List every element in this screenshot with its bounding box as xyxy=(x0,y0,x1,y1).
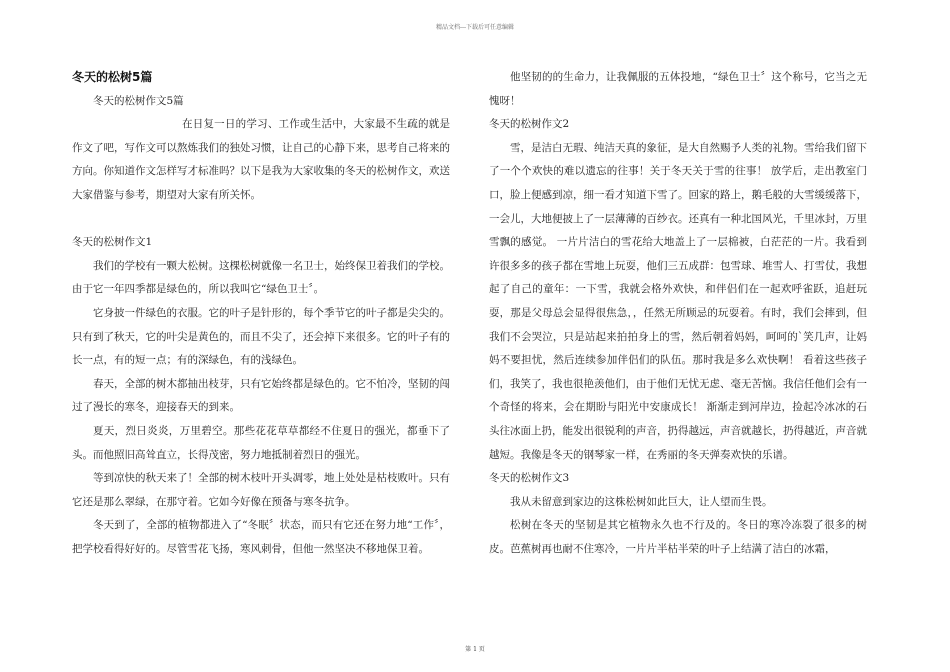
paragraph: 冬天的松树作文1 xyxy=(72,236,153,249)
paragraph: 冬天的松树作文5篇 xyxy=(93,94,184,107)
paragraph: 我从未留意到家边的这株松树如此巨大，让人望而生畏。 xyxy=(510,495,773,508)
paragraph: 松树在冬天的坚韧是其它植物永久也不行及的。冬日的寒冷冻裂了很多的树皮。芭蕉树再也耐不住寒冷，一片片半枯半荣的叶子上结满了洁白的冰霜， xyxy=(489,519,867,555)
blank-line xyxy=(72,208,450,232)
paragraph: 冬天到了，全部的植物都进入了“冬眠〞状态，而只有它还在努力地“工作〞，把学校看得好好的。尽管雪花飞扬，寒风刺骨，但他一然坚决不移地保卫着。 xyxy=(72,519,450,555)
page-footer: 第 1 页 xyxy=(465,646,485,653)
right-column xyxy=(489,66,867,561)
document-title: 冬天的松树5篇 xyxy=(72,70,153,84)
paragraph: 春天，全部的树木都抽出枝芽，只有它始终都是绿色的。它不怕冷，坚韧的闯过了漫长的寒冬，迎接春天的到来。 xyxy=(72,377,450,414)
paragraph: 在日复一日的学习、工作或生活中，大家最不生疏的就是作文了吧，写作文可以熬炼我们的独处习惯，让自己的心静下来，思考自己将来的方向。你知道作文怎样写才标准吗？以下是我为大家收集的冬天的松树作文，欢送大家借鉴与参考，期望对大家有所关怀。 xyxy=(72,118,450,201)
paragraph: 冬天的松树作文2 xyxy=(489,118,570,131)
page-header: 精品文档---下载后可任意编辑 xyxy=(435,24,515,31)
left-column xyxy=(72,66,450,561)
paragraph: 他坚韧的的生命力，让我佩服的五体投地，“绿色卫士〞这个称号，它当之无愧呀！ xyxy=(489,71,867,107)
paragraph: 等到凉快的秋天来了！全部的树木枝叶开头凋零，地上处处是枯枝败叶。只有它还是那么翠绿，在那守着。它如今好像在预备与寒冬抗争。 xyxy=(72,472,450,508)
paragraph: 我们的学校有一颗大松树。这棵松树就像一名卫士，始终保卫着我们的学校。由于它一年四季都是绿色的，所以我叫它“绿色卫士〞。 xyxy=(72,259,450,296)
paragraph: 雪，是洁白无瑕、纯洁天真的象征，是大自然赐予人类的礼物。雪给我们留下了一个个欢快的难以遗忘的往事！关于冬天关于雪的往事！ 放学后，走出教室门口，脸上便感到凉，细一看才知道下雪了。回家的路上，鹅毛般的大雪缓缓落下，一会儿，大地便披上了一层薄薄的百纱衣。还真有一种北国风光，千里冰封，万里雪飘的感觉。 一片片洁白的雪花给大地盖上了一层棉被，白茫茫的一片。我看到许很多多的孩子都在雪地上玩耍，他们三五成群：包雪球、堆雪人、打雪仗，我想起了自己的童年：一下雪，我就会格外欢快，和伴侣们在一起欢呼雀跃，追赶玩耍，那是父母总会显得很焦急，，任然无所顾忌的玩耍着。有时，我们会摔到，但我们不会哭泣，只是站起来拍拍身上的雪，然后朝着妈妈，呵呵的`笑几声，让妈妈不要担忧，然后连续参加伴侣们的队伍。那时我是多么欢快啊！ 看着这些孩子们，我笑了，我也很艳羡他们，由于他们无忧无虑、毫无苦恼。我信任他们会有一个奇怪的将来，会在期盼与阳光中安康成长！ 渐渐走到河岸边，捡起冷冰冰的石头往冰面上扔，能发出很锐利的声音，扔得越远，声音就越长，扔得越近，声音就越短。我像是冬天的钢琴家一样，在秀丽的冬天弹奏欢快的乐谱。 xyxy=(489,141,867,461)
paragraph: 冬天的松树作文3 xyxy=(489,472,570,485)
paragraph: 它身披一件绿色的衣服。它的叶子是针形的，每个季节它的叶子都是尖尖的。只有到了秋天，它的叶尖是黄色的，而且不尖了，还会掉下来很多。它的叶子有的长一点，有的短一点；有的深绿色，有的浅绿色。 xyxy=(72,306,450,367)
paragraph: 夏天，烈日炎炎，万里碧空。那些花花草草都经不住夏日的强光，都垂下了头。而他照旧高耸直立，长得茂密，努力地抵制着烈日的强光。 xyxy=(72,424,450,461)
